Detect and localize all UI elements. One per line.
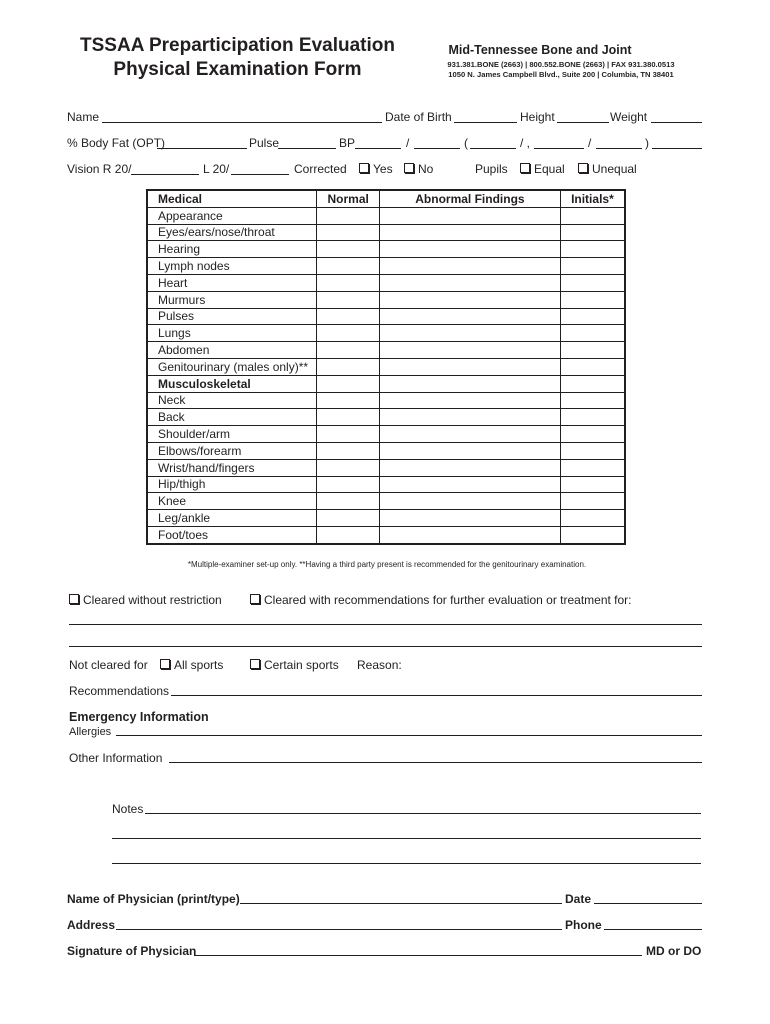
abnormal-findings-cell[interactable] (380, 291, 561, 308)
initials-cell[interactable] (560, 224, 625, 241)
not-cleared-label: Not cleared for (69, 658, 148, 672)
abnormal-findings-cell[interactable] (380, 375, 561, 392)
exam-item-label: Shoulder/arm (147, 426, 317, 443)
vision-l-field[interactable] (231, 174, 289, 175)
checkbox-icon (250, 594, 260, 604)
exam-item-label: Murmurs (147, 291, 317, 308)
notes-line-3[interactable] (112, 863, 701, 864)
table-row (147, 274, 625, 291)
header-normal: Normal (317, 190, 380, 207)
bp-extra-field[interactable] (652, 148, 702, 149)
recommendation-line-2[interactable] (69, 646, 702, 647)
cleared-with-label: Cleared with recommendations for further evaluation or treatment for: (264, 593, 632, 607)
exam-item-label: Leg/ankle (147, 510, 317, 527)
table-row (147, 342, 625, 359)
exam-item-label: Neck (147, 392, 317, 409)
normal-cell[interactable] (317, 409, 380, 426)
all-sports-option[interactable] (160, 658, 223, 672)
table-row (147, 409, 625, 426)
cleared-without-option[interactable] (69, 593, 222, 607)
table-row (147, 325, 625, 342)
abnormal-findings-cell[interactable] (380, 358, 561, 375)
unequal-label: Unequal (592, 162, 637, 176)
normal-cell[interactable] (317, 476, 380, 493)
normal-cell[interactable] (317, 526, 380, 543)
clinic-address: 1050 N. James Campbell Blvd., Suite 200 | Columbia, TN 38401 (448, 70, 674, 79)
normal-cell[interactable] (317, 442, 380, 459)
other-info-label: Other Information (69, 751, 163, 765)
title-line-2: Physical Examination Form (113, 59, 362, 80)
clinic-name: Mid-Tennessee Bone and Joint (448, 43, 632, 57)
initials-cell[interactable] (560, 291, 625, 308)
exam-table (146, 189, 626, 545)
notes-line-2[interactable] (112, 838, 701, 839)
abnormal-findings-cell[interactable] (380, 442, 561, 459)
all-sports-label: All sports (174, 658, 224, 672)
body-fat-field[interactable] (157, 148, 247, 149)
checkbox-icon (578, 163, 588, 173)
vision-r-field[interactable] (131, 174, 199, 175)
abnormal-findings-cell[interactable] (380, 510, 561, 527)
bp-systolic-2-field[interactable] (470, 148, 516, 149)
initials-cell[interactable] (560, 207, 625, 224)
table-row (147, 526, 625, 543)
abnormal-findings-cell[interactable] (380, 409, 561, 426)
weight-label: Weight (610, 110, 648, 124)
initials-cell[interactable] (560, 510, 625, 527)
normal-cell[interactable] (317, 426, 380, 443)
vision-r-label: Vision R 20/ (67, 162, 132, 176)
pupils-equal-option[interactable] (520, 162, 565, 176)
yes-label: Yes (373, 162, 393, 176)
table-row (147, 392, 625, 409)
table-row (147, 241, 625, 258)
table-row (147, 493, 625, 510)
notes-line-1[interactable] (145, 813, 701, 814)
initials-cell[interactable] (560, 375, 625, 392)
initials-cell[interactable] (560, 342, 625, 359)
header-abnormal: Abnormal Findings (380, 190, 561, 207)
normal-cell[interactable] (317, 493, 380, 510)
corrected-no-option[interactable] (404, 162, 433, 176)
exam-item-label: Wrist/hand/fingers (147, 459, 317, 476)
recommendation-line-1[interactable] (69, 624, 702, 625)
checkbox-icon (359, 163, 369, 173)
initials-cell[interactable] (560, 442, 625, 459)
address-field[interactable] (116, 929, 562, 930)
initials-cell[interactable] (560, 493, 625, 510)
pupils-unequal-option[interactable] (578, 162, 637, 176)
cleared-with-option[interactable] (250, 593, 632, 607)
header-medical: Medical (147, 190, 317, 207)
exam-item-label: Foot/toes (147, 526, 317, 543)
form-title (65, 34, 410, 82)
table-row (147, 510, 625, 527)
exam-item-label: Musculoskeletal (147, 375, 317, 392)
table-row (147, 459, 625, 476)
name-field[interactable] (102, 122, 382, 123)
table-row (147, 476, 625, 493)
pulse-label: Pulse (249, 136, 280, 150)
exam-item-label: Lymph nodes (147, 258, 317, 275)
initials-cell[interactable] (560, 274, 625, 291)
pupils-label: Pupils (475, 162, 508, 176)
bp-slash-comma: / , (520, 136, 531, 150)
normal-cell[interactable] (317, 207, 380, 224)
checkbox-icon (404, 163, 414, 173)
corrected-label: Corrected (294, 162, 347, 176)
clinic-phones: 931.381.BONE (2663) | 800.552.BONE (2663) | FAX 931.380.0513 (447, 60, 675, 69)
abnormal-findings-cell[interactable] (380, 476, 561, 493)
table-footnote: *Multiple-examiner set-up only. **Having a third party present is recommended for the genitourinary examination. (187, 560, 587, 569)
exam-item-label: Pulses (147, 308, 317, 325)
corrected-yes-option[interactable] (359, 162, 393, 176)
abnormal-findings-cell[interactable] (380, 426, 561, 443)
bp-systolic-field[interactable] (355, 148, 401, 149)
normal-cell[interactable] (317, 241, 380, 258)
checkbox-icon (250, 659, 260, 669)
initials-cell[interactable] (560, 476, 625, 493)
bp-paren-close: ) (645, 136, 649, 150)
normal-cell[interactable] (317, 274, 380, 291)
exam-item-label: Eyes/ears/nose/throat (147, 224, 317, 241)
table-row (147, 375, 625, 392)
notes-label: Notes (112, 802, 144, 816)
normal-cell[interactable] (317, 510, 380, 527)
bp-paren-open: ( (464, 136, 468, 150)
bp-diastolic-field[interactable] (414, 148, 460, 149)
header-initials: Initials* (560, 190, 625, 207)
allergies-label: Allergies (69, 726, 112, 738)
bp-systolic-3-field[interactable] (534, 148, 584, 149)
initials-cell[interactable] (560, 325, 625, 342)
exam-item-label: Abdomen (147, 342, 317, 359)
abnormal-findings-cell[interactable] (380, 258, 561, 275)
md-do-label: MD or DO (646, 944, 702, 958)
exam-item-label: Back (147, 409, 317, 426)
initials-cell[interactable] (560, 426, 625, 443)
table-row (147, 442, 625, 459)
height-label: Height (520, 110, 555, 124)
vision-l-label: L 20/ (203, 162, 230, 176)
reason-label: Reason: (357, 658, 402, 672)
height-field[interactable] (557, 122, 609, 123)
normal-cell[interactable] (317, 224, 380, 241)
table-row (147, 426, 625, 443)
body-fat-label: % Body Fat (OPT) (67, 136, 166, 150)
abnormal-findings-cell[interactable] (380, 493, 561, 510)
weight-field[interactable] (651, 122, 702, 123)
date-label: Date (565, 892, 592, 906)
abnormal-findings-cell[interactable] (380, 526, 561, 543)
checkbox-icon (69, 594, 79, 604)
recommendations-field[interactable] (171, 695, 702, 696)
normal-cell[interactable] (317, 358, 380, 375)
normal-cell[interactable] (317, 325, 380, 342)
normal-cell[interactable] (317, 375, 380, 392)
equal-label: Equal (534, 162, 565, 176)
table-row (147, 207, 625, 224)
abnormal-findings-cell[interactable] (380, 274, 561, 291)
exam-item-label: Elbows/forearm (147, 442, 317, 459)
initials-cell[interactable] (560, 526, 625, 543)
cleared-without-label: Cleared without restriction (83, 593, 222, 607)
phone-field[interactable] (604, 929, 702, 930)
physician-name-label: Name of Physician (print/type) (67, 892, 240, 906)
dob-label: Date of Birth (385, 110, 452, 124)
abnormal-findings-cell[interactable] (380, 459, 561, 476)
signature-field[interactable] (194, 955, 642, 956)
normal-cell[interactable] (317, 459, 380, 476)
exam-item-label: Hip/thigh (147, 476, 317, 493)
abnormal-findings-cell[interactable] (380, 325, 561, 342)
signature-label: Signature of Physician (67, 944, 197, 958)
table-row (147, 258, 625, 275)
abnormal-findings-cell[interactable] (380, 241, 561, 258)
name-label: Name (67, 110, 100, 124)
bp-diastolic-3-field[interactable] (596, 148, 642, 149)
abnormal-findings-cell[interactable] (380, 308, 561, 325)
table-row (147, 224, 625, 241)
normal-cell[interactable] (317, 258, 380, 275)
exam-item-label: Hearing (147, 241, 317, 258)
title-line-1: TSSAA Preparticipation Evaluation (80, 35, 395, 56)
table-row (147, 358, 625, 375)
bp-slash-1: / (406, 136, 410, 150)
table-row (147, 308, 625, 325)
abnormal-findings-cell[interactable] (380, 342, 561, 359)
exam-item-label: Appearance (147, 207, 317, 224)
bp-label: BP (339, 136, 356, 150)
checkbox-icon (160, 659, 170, 669)
table-row (147, 291, 625, 308)
checkbox-icon (520, 163, 530, 173)
abnormal-findings-cell[interactable] (380, 392, 561, 409)
certain-sports-option[interactable] (250, 658, 339, 672)
pulse-field[interactable] (278, 148, 336, 149)
initials-cell[interactable] (560, 308, 625, 325)
certain-sports-label: Certain sports (264, 658, 339, 672)
bp-slash-2: / (588, 136, 592, 150)
exam-item-label: Lungs (147, 325, 317, 342)
no-label: No (418, 162, 434, 176)
initials-cell[interactable] (560, 358, 625, 375)
initials-cell[interactable] (560, 459, 625, 476)
abnormal-findings-cell[interactable] (380, 224, 561, 241)
physician-name-field[interactable] (240, 903, 562, 904)
dob-field[interactable] (454, 122, 517, 123)
allergies-field[interactable] (116, 735, 702, 736)
exam-item-label: Heart (147, 274, 317, 291)
recommendations-label: Recommendations (69, 684, 170, 698)
emergency-heading: Emergency Information (69, 710, 209, 724)
abnormal-findings-cell[interactable] (380, 207, 561, 224)
other-info-field[interactable] (169, 762, 702, 763)
normal-cell[interactable] (317, 308, 380, 325)
initials-cell[interactable] (560, 392, 625, 409)
table-header-row (147, 190, 625, 207)
initials-cell[interactable] (560, 409, 625, 426)
exam-item-label: Genitourinary (males only)** (147, 358, 317, 375)
exam-item-label: Knee (147, 493, 317, 510)
address-label: Address (67, 918, 116, 932)
date-field[interactable] (594, 903, 702, 904)
phone-label: Phone (565, 918, 602, 932)
normal-cell[interactable] (317, 291, 380, 308)
normal-cell[interactable] (317, 392, 380, 409)
initials-cell[interactable] (560, 258, 625, 275)
initials-cell[interactable] (560, 241, 625, 258)
normal-cell[interactable] (317, 342, 380, 359)
